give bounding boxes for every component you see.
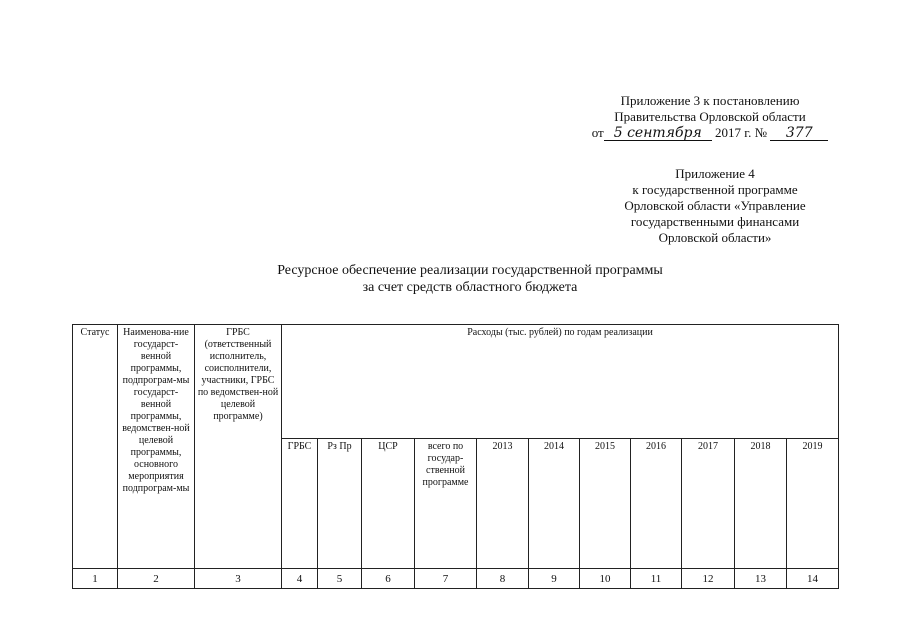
- appendix-4-header: [570, 166, 860, 246]
- column-number: 14: [787, 569, 839, 589]
- column-number: 1: [73, 569, 118, 589]
- subheader-csr: ЦСР: [362, 439, 415, 569]
- resource-table: [72, 324, 839, 589]
- column-number: 4: [282, 569, 318, 589]
- title-line2: за счет средств областного бюджета: [362, 280, 578, 295]
- subheader-rzpr: Рз Пр: [318, 439, 362, 569]
- year-text: 2017 г. №: [714, 125, 768, 140]
- year-2013: 2013: [477, 439, 529, 569]
- header-expenses: Расходы (тыс. рублей) по годам реализации: [282, 325, 839, 439]
- column-number: 13: [735, 569, 787, 589]
- document-title: [200, 262, 740, 296]
- handwritten-number: 377: [770, 126, 828, 141]
- year-2016: 2016: [631, 439, 682, 569]
- column-number: 5: [318, 569, 362, 589]
- appendix-4-line: государственными финансами: [630, 214, 800, 229]
- column-number: 6: [362, 569, 415, 589]
- appendix-4-line: к государственной программе: [632, 182, 798, 197]
- column-number-row: [73, 569, 839, 589]
- appendix-4-line: Орловской области «Управление: [624, 198, 806, 213]
- appendix-4-line: Орловской области»: [658, 230, 772, 245]
- appendix-3-date-line: [560, 125, 860, 141]
- header-grbs: ГРБС (ответственный исполнитель, соисполнители, участники, ГРБС по ведомствен-ной целевой программе): [195, 325, 282, 569]
- appendix-3-header: [560, 93, 860, 141]
- column-number: 7: [415, 569, 477, 589]
- appendix-3-line2: Правительства Орловской области: [614, 109, 806, 124]
- column-number: 11: [631, 569, 682, 589]
- header-row-1: [73, 325, 839, 439]
- header-status: Статус: [73, 325, 118, 569]
- year-2014: 2014: [529, 439, 580, 569]
- year-2019: 2019: [787, 439, 839, 569]
- appendix-4-line: Приложение 4: [675, 166, 755, 181]
- column-number: 8: [477, 569, 529, 589]
- appendix-3-line1: Приложение 3 к постановлению: [620, 93, 800, 108]
- year-2015: 2015: [580, 439, 631, 569]
- column-number: 9: [529, 569, 580, 589]
- handwritten-date: 5 сентября: [604, 126, 712, 141]
- column-number: 3: [195, 569, 282, 589]
- column-number: 10: [580, 569, 631, 589]
- subheader-total: всего по государ-ственной программе: [415, 439, 477, 569]
- column-number: 2: [118, 569, 195, 589]
- date-prefix: от: [591, 125, 604, 140]
- year-2017: 2017: [682, 439, 735, 569]
- header-name: Наименова-ние государст-венной программы, подпрограм-мы государст-венной программы, ведомствен-ной целевой программы, основного мероприятия подпрограм-мы: [118, 325, 195, 569]
- column-number: 12: [682, 569, 735, 589]
- title-line1: Ресурсное обеспечение реализации государственной программы: [277, 263, 663, 278]
- year-2018: 2018: [735, 439, 787, 569]
- subheader-grbs: ГРБС: [282, 439, 318, 569]
